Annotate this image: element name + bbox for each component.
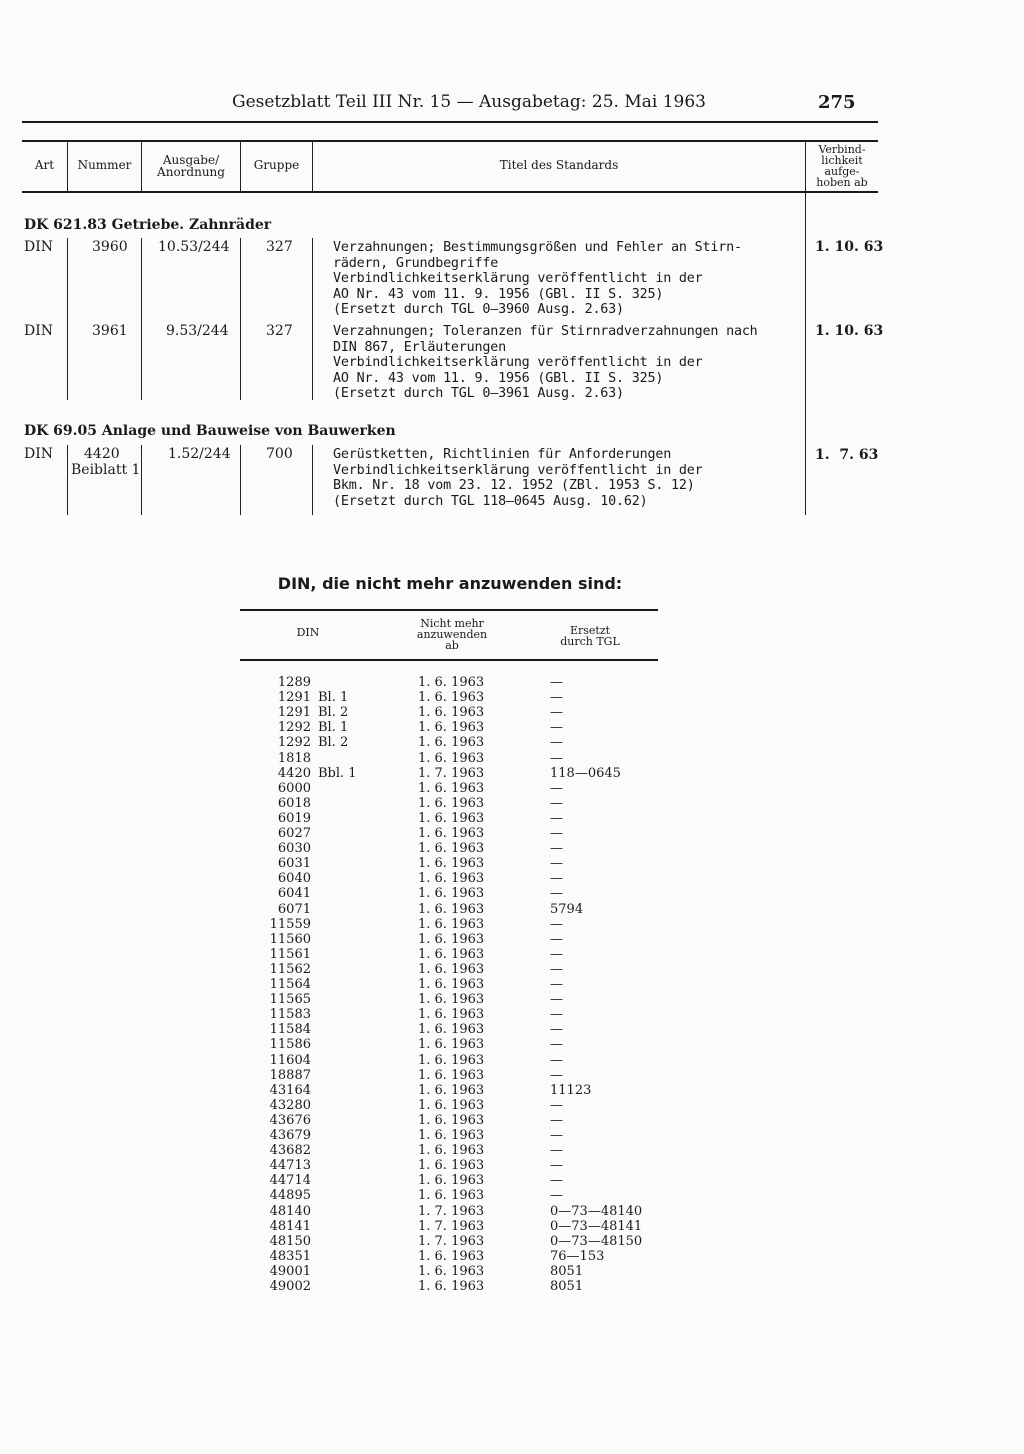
cell-tgl: — xyxy=(550,826,563,841)
cell-ab-date: 1. 6. 1963 xyxy=(418,795,485,811)
cell-ab-date: 1. 6. 1963 xyxy=(418,841,485,857)
cell-din: 11583 xyxy=(269,1007,311,1023)
cell-din: 11604 xyxy=(269,1052,311,1068)
cell-ab-date: 1. 6. 1963 xyxy=(418,946,485,962)
col-divider xyxy=(805,141,806,515)
table-row xyxy=(240,720,660,735)
cell-tgl: — xyxy=(550,1097,563,1113)
table-top-rule xyxy=(22,140,878,142)
cell-tgl: — xyxy=(550,810,563,826)
cell-tgl: — xyxy=(550,961,563,977)
table-row xyxy=(240,1264,660,1279)
table-row xyxy=(240,841,660,856)
cell-aufgehoben: 1. 10. 63 xyxy=(815,323,884,339)
cell-gruppe: 327 xyxy=(266,323,293,339)
cell-tgl: — xyxy=(550,841,563,857)
table-row xyxy=(240,811,660,826)
cell-titel: Gerüstketten, Richtlinien für Anforderungen Verbindlichkeitserklärung veröffentlicht in der Bkm. Nr. 18 vom 23. 12. 1952 (ZBl. 1953 S. 12) (Ersetzt durch TGL 118—0645 Ausg. 10.62) xyxy=(333,447,703,509)
page-header-title: Gesetzblatt Teil III Nr. 15 — Ausgabetag: 25. Mai 1963 xyxy=(232,92,706,112)
cell-gruppe: 327 xyxy=(266,239,293,255)
cell-ausgabe: 1.52/244 xyxy=(168,446,231,462)
cell-tgl: — xyxy=(550,931,563,947)
cell-din: 11562 xyxy=(269,961,311,977)
table-row xyxy=(240,992,660,1007)
table-row xyxy=(240,1053,660,1068)
table-row xyxy=(240,1188,660,1203)
cell-ab-date: 1. 6. 1963 xyxy=(418,1143,485,1159)
cell-din-suffix: Bl. 1 xyxy=(318,690,349,706)
cell-din: 48140 xyxy=(269,1203,311,1219)
table-head-rule xyxy=(22,191,878,193)
table-row xyxy=(240,675,660,690)
cell-din-suffix: Bl. 1 xyxy=(318,720,349,736)
cell-ab-date: 1. 6. 1963 xyxy=(418,992,485,1008)
cell-tgl: 0—73—48140 xyxy=(550,1203,643,1219)
cell-ab-date: 1. 6. 1963 xyxy=(418,1037,485,1053)
cell-din: 48351 xyxy=(269,1248,311,1264)
cell-tgl: — xyxy=(550,946,563,962)
cell-ab-date: 1. 6. 1963 xyxy=(418,675,485,690)
cell-din: 4420 xyxy=(277,765,311,781)
cell-din: 48141 xyxy=(269,1218,311,1234)
cell-din: 44714 xyxy=(269,1173,311,1189)
cell-ab-date: 1. 6. 1963 xyxy=(418,720,485,736)
cell-tgl: — xyxy=(550,705,563,721)
cell-din: 43679 xyxy=(269,1128,311,1143)
cell-ab-date: 1. 6. 1963 xyxy=(418,1052,485,1068)
cell-din: 49001 xyxy=(269,1263,311,1279)
table-row xyxy=(240,1022,660,1037)
col-divider xyxy=(67,445,68,515)
table-row xyxy=(240,1007,660,1022)
cell-ab-date: 1. 7. 1963 xyxy=(418,1203,485,1219)
section-heading: DK 621.83 Getriebe. Zahnräder xyxy=(24,217,272,233)
t2-head-din: DIN xyxy=(296,626,320,639)
cell-tgl: — xyxy=(550,735,563,751)
col-head-verbindlichkeit: Verbind- lichkeit aufge- hoben ab xyxy=(816,143,868,189)
cell-ab-date: 1. 6. 1963 xyxy=(418,1067,485,1083)
cell-din-suffix: Bbl. 1 xyxy=(318,765,357,781)
cell-art: DIN xyxy=(24,446,54,462)
table-row xyxy=(240,751,660,766)
cell-ab-date: 1. 6. 1963 xyxy=(418,931,485,947)
cell-ab-date: 1. 7. 1963 xyxy=(418,1233,485,1249)
cell-din: 43280 xyxy=(269,1097,311,1113)
cell-tgl: — xyxy=(550,690,563,706)
cell-din: 43164 xyxy=(269,1082,311,1098)
col-divider xyxy=(141,238,142,400)
cell-art: DIN xyxy=(24,239,54,255)
cell-din: 6071 xyxy=(277,901,311,917)
col-head-titel: Titel des Standards xyxy=(499,158,619,172)
cell-tgl: — xyxy=(550,1067,563,1083)
cell-din: 1291 xyxy=(277,705,311,721)
cell-tgl: 0—73—48150 xyxy=(550,1233,643,1249)
section-heading: DK 69.05 Anlage und Bauweise von Bauwerken xyxy=(24,423,396,439)
cell-ab-date: 1. 6. 1963 xyxy=(418,780,485,796)
cell-din: 1292 xyxy=(277,720,311,736)
cell-nummer: 4420 xyxy=(84,446,120,462)
cell-din: 1291 xyxy=(277,690,311,706)
cell-tgl: — xyxy=(550,886,563,902)
cell-tgl: — xyxy=(550,1143,563,1159)
cell-din: 48150 xyxy=(269,1233,311,1249)
table-row xyxy=(240,1128,660,1143)
col-divider xyxy=(240,238,241,400)
cell-tgl: — xyxy=(550,1022,563,1038)
cell-din: 11559 xyxy=(269,916,311,932)
cell-tgl: — xyxy=(550,1188,563,1204)
cell-din: 6030 xyxy=(277,841,311,857)
col-divider xyxy=(141,445,142,515)
table-row xyxy=(240,1037,660,1052)
table-row xyxy=(240,826,660,841)
cell-din: 1292 xyxy=(277,735,311,751)
table-row xyxy=(240,766,660,781)
cell-nummer-sub: Beiblatt 1 xyxy=(71,462,141,478)
table-row xyxy=(240,1113,660,1128)
cell-tgl: — xyxy=(550,871,563,887)
cell-din: 11584 xyxy=(269,1022,311,1038)
table-row xyxy=(240,902,660,917)
cell-din: 1818 xyxy=(277,750,311,766)
cell-din: 18887 xyxy=(269,1067,311,1083)
cell-ab-date: 1. 6. 1963 xyxy=(418,916,485,932)
table-row xyxy=(240,1234,660,1249)
cell-din: 6027 xyxy=(277,826,311,841)
cell-din: 1289 xyxy=(277,675,311,690)
cell-ab-date: 1. 6. 1963 xyxy=(418,901,485,917)
page-number: 275 xyxy=(818,92,856,113)
table-row xyxy=(240,1143,660,1158)
cell-tgl: — xyxy=(550,1128,563,1143)
cell-din-suffix: Bl. 2 xyxy=(318,705,349,721)
cell-din: 6018 xyxy=(277,795,311,811)
cell-ab-date: 1. 6. 1963 xyxy=(418,1128,485,1143)
cell-din: 6031 xyxy=(277,856,311,872)
cell-tgl: — xyxy=(550,675,563,690)
header-rule xyxy=(22,121,878,123)
cell-din: 49002 xyxy=(269,1279,311,1294)
cell-ausgabe: 10.53/244 xyxy=(158,239,230,255)
cell-din: 11586 xyxy=(269,1037,311,1053)
cell-tgl: 5794 xyxy=(550,901,584,917)
cell-din-suffix: Bl. 2 xyxy=(318,735,349,751)
table-row xyxy=(240,1158,660,1173)
cell-tgl: 76—153 xyxy=(550,1248,605,1264)
table-row xyxy=(240,856,660,871)
cell-ab-date: 1. 6. 1963 xyxy=(418,735,485,751)
col-divider xyxy=(67,238,68,400)
cell-ausgabe: 9.53/244 xyxy=(166,323,229,339)
cell-ab-date: 1. 7. 1963 xyxy=(418,1218,485,1234)
cell-tgl: — xyxy=(550,1037,563,1053)
cell-din: 11565 xyxy=(269,992,311,1008)
cell-tgl: — xyxy=(550,1158,563,1174)
cell-tgl: — xyxy=(550,856,563,872)
cell-ab-date: 1. 6. 1963 xyxy=(418,690,485,706)
cell-tgl: — xyxy=(550,977,563,992)
cell-ab-date: 1. 6. 1963 xyxy=(418,871,485,887)
cell-ab-date: 1. 6. 1963 xyxy=(418,1022,485,1038)
cell-aufgehoben: 1. 7. 63 xyxy=(815,447,879,463)
table-row xyxy=(240,871,660,886)
cell-tgl: — xyxy=(550,1173,563,1189)
cell-din: 43682 xyxy=(269,1143,311,1159)
col-head-nummer: Nummer xyxy=(77,158,132,172)
col-divider xyxy=(312,238,313,400)
cell-nummer: 3960 xyxy=(92,239,128,255)
table-row xyxy=(240,962,660,977)
cell-ab-date: 1. 6. 1963 xyxy=(418,856,485,872)
col-head-art: Art xyxy=(34,158,55,172)
table-row xyxy=(240,781,660,796)
cell-ab-date: 1. 7. 1963 xyxy=(418,765,485,781)
table2-title: DIN, die nicht mehr anzuwenden sind: xyxy=(277,574,623,593)
cell-art: DIN xyxy=(24,323,54,339)
table-row xyxy=(240,1204,660,1219)
table-row xyxy=(240,917,660,932)
cell-tgl: — xyxy=(550,795,563,811)
table-row xyxy=(240,932,660,947)
table-row xyxy=(240,1098,660,1113)
col-divider xyxy=(240,445,241,515)
cell-ab-date: 1. 6. 1963 xyxy=(418,1158,485,1174)
cell-tgl: 8051 xyxy=(550,1263,584,1279)
table-row xyxy=(240,947,660,962)
table-row xyxy=(240,796,660,811)
cell-ab-date: 1. 6. 1963 xyxy=(418,1279,485,1294)
cell-tgl: 11123 xyxy=(550,1082,592,1098)
cell-tgl: 8051 xyxy=(550,1279,584,1294)
cell-din: 11561 xyxy=(269,946,311,962)
col-divider xyxy=(312,445,313,515)
cell-ab-date: 1. 6. 1963 xyxy=(418,1173,485,1189)
cell-ab-date: 1. 6. 1963 xyxy=(418,1188,485,1204)
cell-nummer: 3961 xyxy=(92,323,128,339)
cell-tgl: — xyxy=(550,780,563,796)
table-row xyxy=(240,1279,660,1294)
cell-din: 6040 xyxy=(277,871,311,887)
cell-tgl: — xyxy=(550,750,563,766)
cell-tgl: 0—73—48141 xyxy=(550,1218,643,1234)
cell-ab-date: 1. 6. 1963 xyxy=(418,1112,485,1128)
cell-ab-date: 1. 6. 1963 xyxy=(418,1097,485,1113)
table2-head-rule xyxy=(240,659,658,661)
cell-tgl: — xyxy=(550,1007,563,1023)
cell-ab-date: 1. 6. 1963 xyxy=(418,1082,485,1098)
cell-ab-date: 1. 6. 1963 xyxy=(418,961,485,977)
cell-ab-date: 1. 6. 1963 xyxy=(418,705,485,721)
table-row xyxy=(240,1173,660,1188)
cell-din: 6000 xyxy=(277,780,311,796)
t2-head-tgl: Ersetzt durch TGL xyxy=(560,624,620,648)
cell-ab-date: 1. 6. 1963 xyxy=(418,810,485,826)
cell-din: 43676 xyxy=(269,1112,311,1128)
cell-din: 44713 xyxy=(269,1158,311,1174)
table-row xyxy=(240,1068,660,1083)
cell-ab-date: 1. 6. 1963 xyxy=(418,826,485,841)
t2-head-ab: Nicht mehr anzuwenden ab xyxy=(416,617,488,652)
table-row xyxy=(240,977,660,992)
cell-tgl: — xyxy=(550,992,563,1008)
cell-titel: Verzahnungen; Toleranzen für Stirnradverzahnungen nach DIN 867, Erläuterungen Verbindlichkeitserklärung veröffentlicht in der AO Nr. 43 vom 11. 9. 1956 (GBl. II S. 325) (Ersetzt durch TGL 0—3961 Ausg. 2.63) xyxy=(333,324,758,402)
cell-ab-date: 1. 6. 1963 xyxy=(418,886,485,902)
cell-aufgehoben: 1. 10. 63 xyxy=(815,239,884,255)
table-row xyxy=(240,690,660,705)
cell-tgl: 118—0645 xyxy=(550,765,621,781)
cell-titel: Verzahnungen; Bestimmungsgrößen und Fehler an Stirn- rädern, Grundbegriffe Verbindlichkeitserklärung veröffentlicht in der AO Nr. 43 vom 11. 9. 1956 (GBl. II S. 325) (Ersetzt durch TGL 0—3960 Ausg. 2.63) xyxy=(333,240,742,318)
cell-ab-date: 1. 6. 1963 xyxy=(418,750,485,766)
table2-top-rule xyxy=(240,609,658,611)
cell-tgl: — xyxy=(550,1052,563,1068)
table-row xyxy=(240,705,660,720)
cell-din: 11564 xyxy=(269,977,311,992)
cell-tgl: — xyxy=(550,916,563,932)
cell-ab-date: 1. 6. 1963 xyxy=(418,1263,485,1279)
cell-din: 6041 xyxy=(277,886,311,902)
cell-din: 6019 xyxy=(277,810,311,826)
table-row xyxy=(240,1219,660,1234)
cell-din: 44895 xyxy=(269,1188,311,1204)
table-row xyxy=(240,1249,660,1264)
cell-tgl: — xyxy=(550,1112,563,1128)
col-head-ausgabe: Ausgabe/ Anordnung xyxy=(157,153,225,179)
cell-ab-date: 1. 6. 1963 xyxy=(418,1248,485,1264)
cell-gruppe: 700 xyxy=(266,446,293,462)
table-row xyxy=(240,886,660,901)
table-row xyxy=(240,1083,660,1098)
cell-ab-date: 1. 6. 1963 xyxy=(418,1007,485,1023)
col-head-gruppe: Gruppe xyxy=(253,158,300,172)
cell-ab-date: 1. 6. 1963 xyxy=(418,977,485,992)
table-row xyxy=(240,735,660,750)
cell-din: 11560 xyxy=(269,931,311,947)
cell-tgl: — xyxy=(550,720,563,736)
